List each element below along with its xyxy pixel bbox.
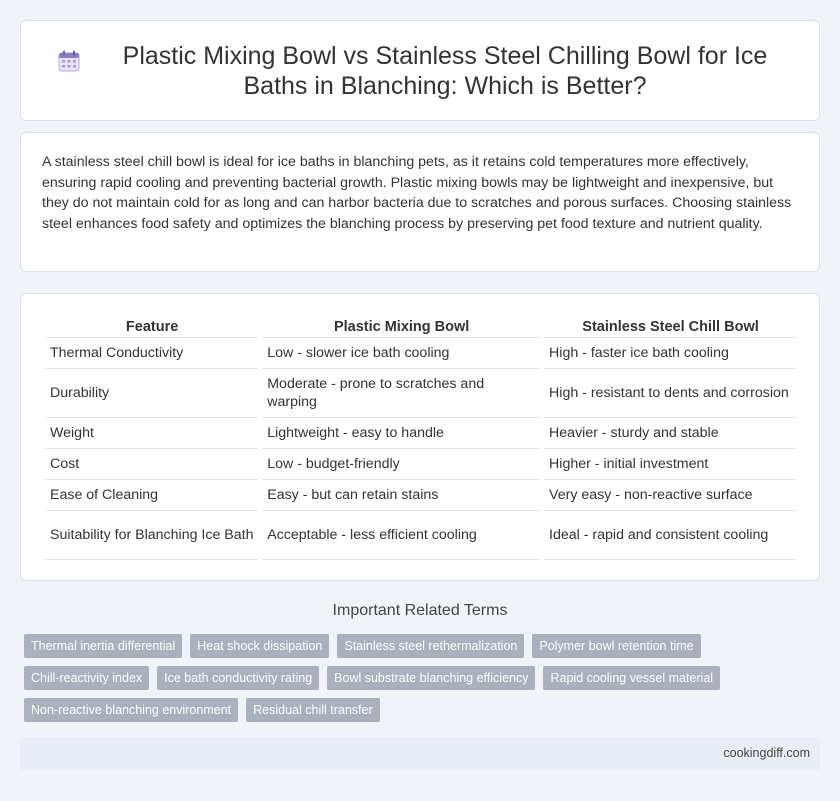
related-terms-title: Important Related Terms: [332, 602, 508, 619]
table-cell-stainless: High - faster ice bath cooling: [544, 338, 797, 369]
summary-text: A stainless steel chill bowl is ideal for ice baths in blanching pets, as it retains cold temperatures more effectively, ensuring rapid cooling and preventing bacterial growth. Plastic mixing bowls may be lightweight and inexpensive, but they do not maintain cold for as long and can harbor bacteria due to scratches and porous surfaces. Choosing stainless steel enhances food safety and optimizes the blanching process by preserving pet food texture and nutrient quality.: [42, 154, 792, 232]
related-terms-list: [24, 634, 820, 722]
table-cell-stainless: Very easy - non-reactive surface: [544, 480, 797, 511]
table-cell-plastic: Acceptable - less efficient cooling: [262, 511, 541, 560]
page-title: Plastic Mixing Bowl vs Stainless Steel Chilling Bowl for Ice Baths in Blanching: Which is Better?: [122, 42, 768, 100]
related-term-tag[interactable]: Stainless steel rethermalization: [337, 634, 524, 658]
table-cell-stainless: Higher - initial investment: [544, 449, 797, 480]
table-row: [45, 480, 797, 511]
column-header-plastic: Plastic Mixing Bowl: [262, 315, 541, 338]
related-term-tag[interactable]: Polymer bowl retention time: [532, 634, 700, 658]
table-cell-stainless: Heavier - sturdy and stable: [544, 418, 797, 449]
column-header-stainless: Stainless Steel Chill Bowl: [544, 315, 797, 338]
header-card: [20, 20, 820, 121]
table-row: [45, 338, 797, 369]
related-term-tag[interactable]: Chill-reactivity index: [24, 666, 149, 690]
comparison-table-card: [20, 293, 820, 581]
table-row: [45, 449, 797, 480]
column-header-feature: Feature: [45, 315, 259, 338]
related-term-tag[interactable]: Ice bath conductivity rating: [157, 666, 319, 690]
related-term-tag[interactable]: Thermal inertia differential: [24, 634, 182, 658]
table-row: [45, 418, 797, 449]
table-cell-feature: Durability: [45, 369, 259, 418]
comparison-table: [42, 315, 800, 560]
table-cell-feature: Weight: [45, 418, 259, 449]
summary-card: [20, 132, 820, 272]
footer: [20, 737, 820, 770]
related-term-tag[interactable]: Residual chill transfer: [246, 698, 380, 722]
related-term-tag[interactable]: Heat shock dissipation: [190, 634, 329, 658]
table-cell-feature: Suitability for Blanching Ice Bath: [45, 511, 259, 560]
table-cell-plastic: Moderate - prone to scratches and warping: [262, 369, 541, 418]
related-term-tag[interactable]: Bowl substrate blanching efficiency: [327, 666, 535, 690]
related-term-tag[interactable]: Rapid cooling vessel material: [543, 666, 720, 690]
related-term-tag[interactable]: Non-reactive blanching environment: [24, 698, 238, 722]
footer-site-link[interactable]: cookingdiff.com: [723, 746, 810, 760]
table-cell-feature: Cost: [45, 449, 259, 480]
table-cell-feature: Thermal Conductivity: [45, 338, 259, 369]
table-row: [45, 511, 797, 560]
table-cell-plastic: Low - budget-friendly: [262, 449, 541, 480]
table-cell-stainless: High - resistant to dents and corrosion: [544, 369, 797, 418]
table-header-row: [45, 315, 797, 338]
table-cell-feature: Ease of Cleaning: [45, 480, 259, 511]
table-row: [45, 369, 797, 418]
table-cell-plastic: Low - slower ice bath cooling: [262, 338, 541, 369]
table-cell-plastic: Lightweight - easy to handle: [262, 418, 541, 449]
table-cell-stainless: Ideal - rapid and consistent cooling: [544, 511, 797, 560]
table-cell-plastic: Easy - but can retain stains: [262, 480, 541, 511]
